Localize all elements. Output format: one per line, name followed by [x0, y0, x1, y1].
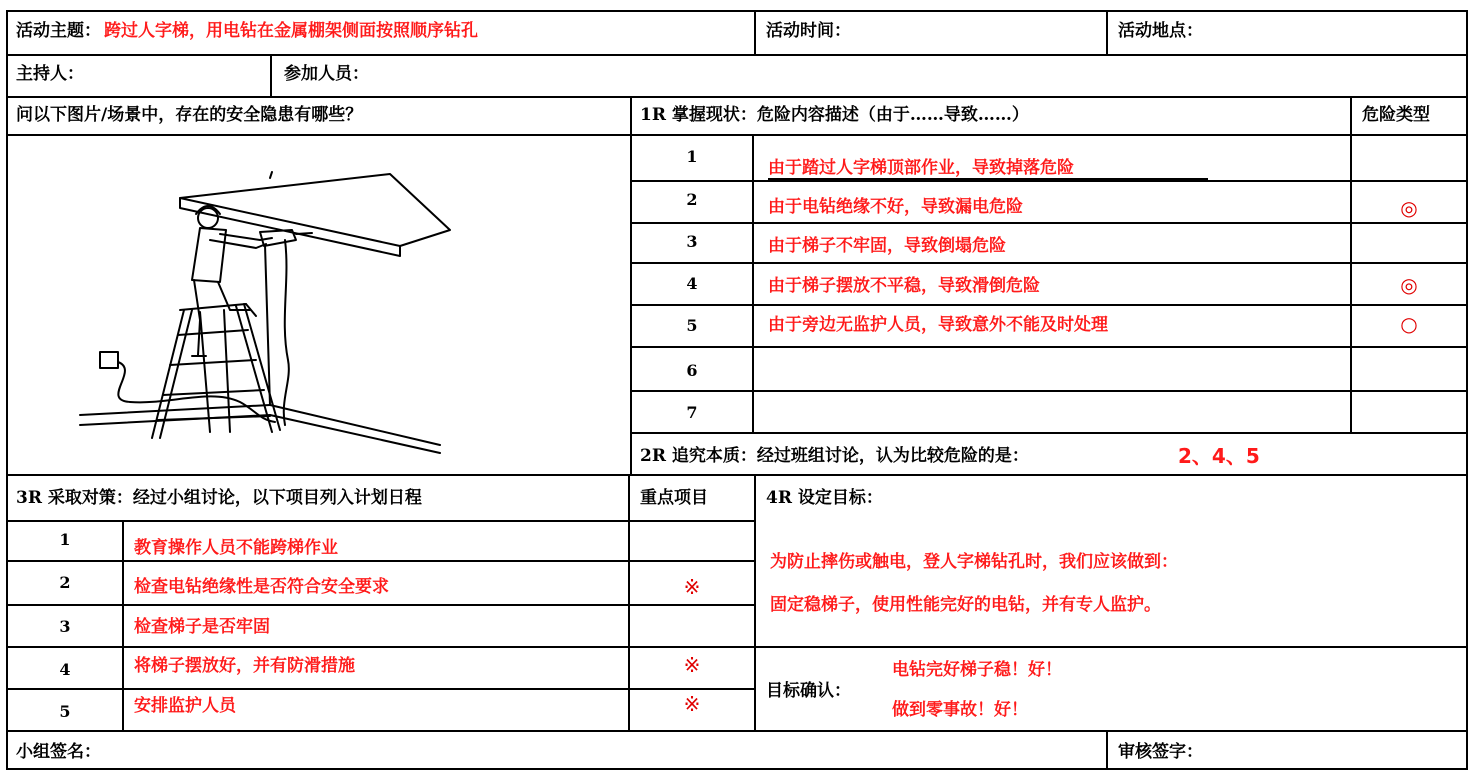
participants-label: 参加人员： — [284, 64, 369, 84]
key-items-label: 重点项目 — [640, 488, 708, 508]
r1-row-4-text: 由于梯子摆放不平稳，导致滑倒危险 — [768, 276, 1040, 296]
topic-label: 活动主题： — [16, 21, 101, 41]
r1-row-4-num: 4 — [686, 274, 698, 293]
team-sign-label: 小组签名： — [16, 742, 101, 762]
r2-label: 2R 追究本质：经过班组讨论，认为比较危险的是： — [640, 446, 1029, 466]
r4-label: 4R 设定目标： — [766, 488, 883, 508]
r3-row-2-num: 2 — [59, 573, 71, 592]
r3-row-4-mark: ※ — [683, 653, 701, 677]
r1-row-7-num: 7 — [686, 403, 698, 422]
r3-row-3-text: 检查梯子是否牢固 — [134, 617, 270, 637]
r2-value: 2、4、5 — [1178, 444, 1260, 468]
r1-row-6-num: 6 — [686, 361, 698, 380]
r3-row-1-num: 1 — [59, 530, 71, 549]
review-sign-label: 审核签字： — [1118, 742, 1203, 762]
question-label: 问以下图片/场景中，存在的安全隐患有哪些？ — [16, 105, 363, 125]
r1-row-1-text: 由于踏过人字梯顶部作业，导致掉落危险 — [768, 158, 1074, 178]
r3-row-5-mark: ※ — [683, 692, 701, 716]
topic-value: 跨过人字梯，用电钻在金属棚架侧面按照顺序钻孔 — [104, 21, 478, 41]
r3-row-3-num: 3 — [59, 617, 71, 636]
r1-label: 1R 掌握现状：危险内容描述（由于……导致……） — [640, 105, 1029, 125]
r1-row-5-text: 由于旁边无监护人员，导致意外不能及时处理 — [768, 315, 1108, 335]
r3-row-4-num: 4 — [59, 660, 71, 679]
r3-row-1-text: 教育操作人员不能跨梯作业 — [134, 538, 338, 558]
confirm-line-1: 电钻完好梯子稳！好！ — [892, 660, 1062, 680]
r3-row-5-text: 安排监护人员 — [134, 696, 236, 716]
r1-row-5-num: 5 — [686, 316, 698, 335]
r1-row-1-underline — [768, 178, 1208, 180]
time-label: 活动时间： — [766, 21, 851, 41]
host-label: 主持人： — [16, 64, 84, 84]
goal-line-1: 为防止摔伤或触电，登人字梯钻孔时，我们应该做到： — [770, 552, 1178, 572]
r1-row-3-text: 由于梯子不牢固，导致倒塌危险 — [768, 236, 1006, 256]
confirm-label: 目标确认： — [766, 681, 851, 701]
ladder-drilling-illustration — [60, 170, 520, 460]
r3-row-4-text: 将梯子摆放好，并有防滑措施 — [134, 656, 355, 676]
place-label: 活动地点： — [1118, 21, 1203, 41]
r3-row-2-text: 检查电钻绝缘性是否符合安全要求 — [134, 577, 389, 597]
r1-row-5-mark: ○ — [1400, 312, 1418, 336]
r1-row-2-num: 2 — [686, 190, 698, 209]
goal-line-2: 固定稳梯子，使用性能完好的电钻，并有专人监护。 — [770, 595, 1161, 615]
r3-row-2-mark: ※ — [683, 575, 701, 599]
r1-row-2-text: 由于电钻绝缘不好，导致漏电危险 — [768, 197, 1023, 217]
r1-row-1-num: 1 — [686, 147, 698, 166]
r1-row-3-num: 3 — [686, 232, 698, 251]
confirm-line-2: 做到零事故！好！ — [892, 700, 1028, 720]
r3-row-5-num: 5 — [59, 702, 71, 721]
r1-row-4-mark: ◎ — [1400, 273, 1418, 297]
r1-row-2-mark: ◎ — [1400, 196, 1418, 220]
danger-type-label: 危险类型 — [1362, 105, 1430, 125]
r3-label: 3R 采取对策：经过小组讨论，以下项目列入计划日程 — [16, 488, 422, 508]
